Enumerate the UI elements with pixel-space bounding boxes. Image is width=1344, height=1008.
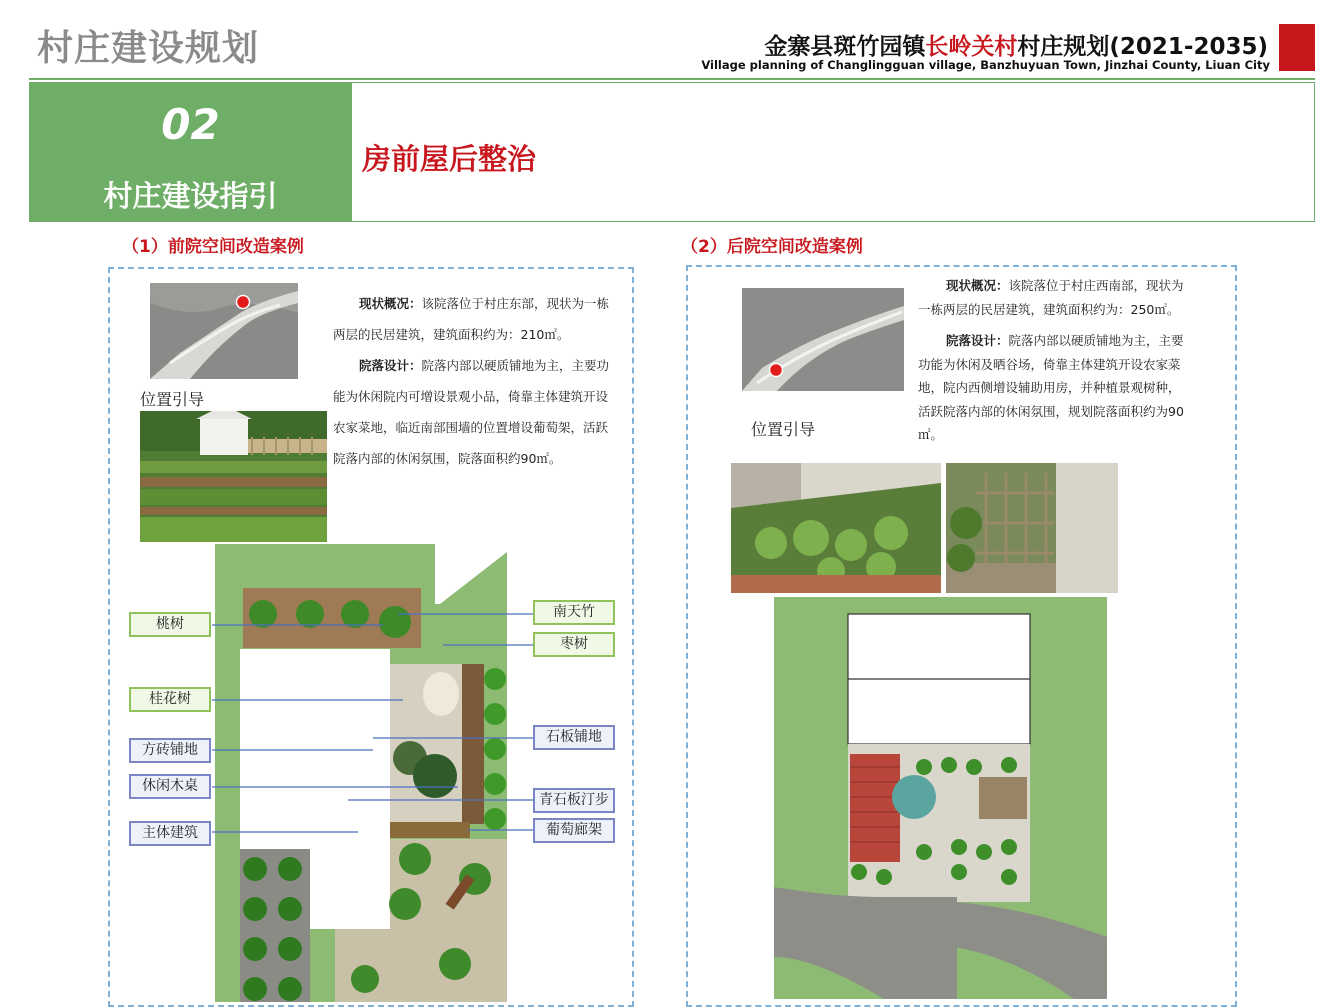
case1-design-label: 院落设计：: [359, 358, 422, 373]
case2-site-plan: [774, 597, 1107, 999]
plan-label-osmanthus: 桂花树: [129, 687, 211, 712]
case1-status-label: 现状概况：: [359, 296, 422, 311]
section-topic: 房前屋后整治: [362, 142, 537, 176]
case2-design-label: 院落设计：: [946, 333, 1009, 348]
case2-status-text: 该院落位于村庄西南部，现状为一栋两层的民居建筑，建筑面积约为：250㎡。: [918, 278, 1184, 317]
brand-red-block: [1279, 24, 1315, 71]
project-title-post: 村庄规划(2021-2035): [1017, 34, 1268, 60]
case2-trellis-photo: [946, 463, 1118, 593]
case1-description: [333, 288, 613, 474]
project-subtitle: Village planning of Changlingguan village, Banzhuyuan Town, Jinzhai County, Liuan City: [701, 58, 1270, 72]
plan-label-wood-table: 休闲木桌: [129, 774, 211, 799]
project-title-highlight: 长岭关村: [925, 34, 1018, 60]
case1-location-label: 位置引导: [140, 390, 205, 409]
section-number: 02: [161, 100, 220, 149]
case2-status-label: 现状概况：: [946, 278, 1009, 293]
project-title-pre: 金寨县斑竹园镇: [764, 34, 926, 60]
page-section-title: 村庄建设规划: [37, 28, 260, 69]
case2-design-text: 院落内部以硬质铺地为主，主要功能为休闲及晒谷场，倚靠主体建筑开设农家菜地，院内西侧增设辅助用房，并种植景观树种，活跃院落内部的休闲氛围，规划院落面积约为90㎡。: [918, 333, 1184, 442]
case2-vegetable-photo: [731, 463, 941, 593]
project-title: [764, 28, 1268, 61]
case1-heading: （1）前院空间改造案例: [122, 237, 304, 257]
header-divider: [29, 78, 1315, 80]
plan-label-jujube: 枣树: [533, 632, 615, 657]
case2-location-map: [742, 288, 904, 391]
plan-label-peach-tree: 桃树: [129, 612, 211, 637]
section-name: 村庄建设指引: [103, 179, 278, 213]
case1-design-text: 院落内部以硬质铺地为主，主要功能为休闲院内可增设景观小品，倚靠主体建筑开设农家菜地，临近南部围墙的位置增设葡萄架，活跃院落内部的休闲氛围，院落面积约90㎡。: [333, 358, 610, 466]
case2-description: [918, 274, 1190, 447]
plan-label-stepping-stones: 青石板汀步: [533, 788, 615, 813]
case2-location-label: 位置引导: [751, 420, 816, 439]
plan-label-main-building: 主体建筑: [129, 821, 211, 846]
plan-label-grape-trellis: 葡萄廊架: [533, 818, 615, 843]
case2-heading: （2）后院空间改造案例: [681, 237, 863, 257]
plan-label-square-brick: 方砖铺地: [129, 738, 211, 763]
plan-label-nandina: 南天竹: [533, 600, 615, 625]
plan-label-slate-paving: 石板铺地: [533, 725, 615, 750]
case1-garden-photo: [140, 411, 327, 542]
case1-location-map: [150, 283, 298, 379]
case1-status-text: 该院落位于村庄东部，现状为一栋两层的民居建筑，建筑面积约为：210㎡。: [333, 296, 610, 342]
